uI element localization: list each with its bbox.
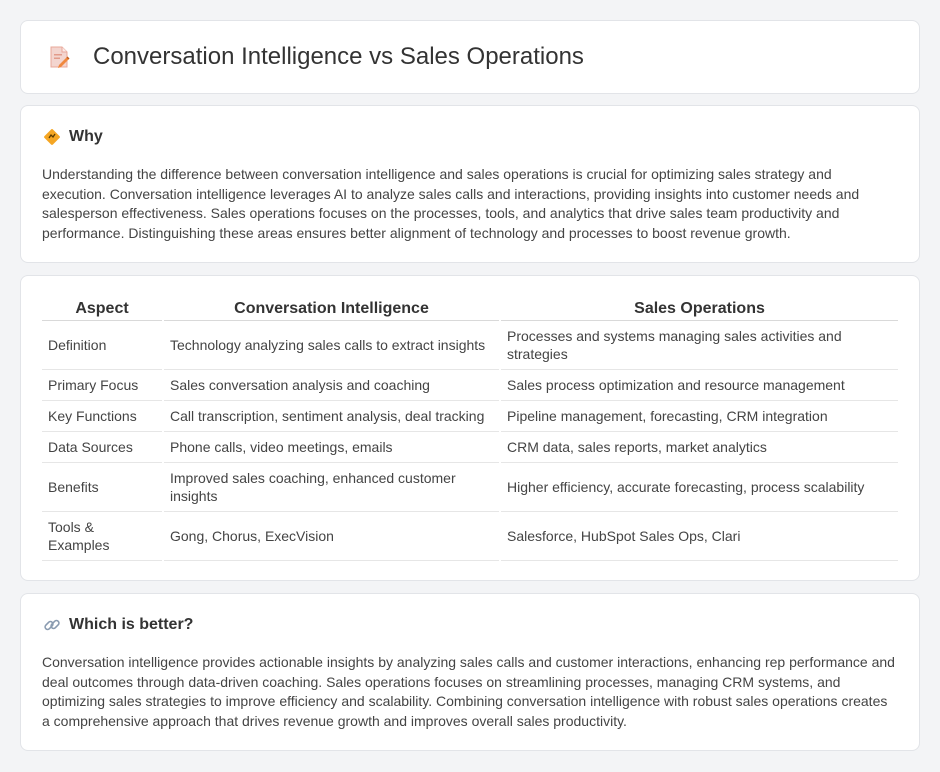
- row-aspect: Primary Focus: [42, 369, 163, 400]
- which-is-better-section: [20, 593, 920, 751]
- row-so-value: Higher efficiency, accurate forecasting, process scalability: [500, 462, 898, 511]
- table-header-row: [42, 296, 898, 320]
- why-text: Understanding the difference between conversation intelligence and sales operations is crucial for optimizing sales strategy and execution. Conversation intelligence leverages AI to analyze sales calls and interactions, providing insights into customer needs and salesperson effectiveness. Sales operations focuses on the processes, tools, and analytics that drive sales team productivity and performance. Distinguishing these areas ensures better alignment of technology and processes to boost revenue growth.: [42, 166, 860, 241]
- header-aspect: Aspect: [42, 296, 163, 320]
- row-ci-value: Technology analyzing sales calls to extract insights: [163, 320, 500, 369]
- row-aspect: Tools & Examples: [42, 511, 163, 560]
- title-card: [20, 20, 920, 94]
- link-icon: [43, 616, 61, 634]
- better-title: Which is better?: [69, 616, 194, 633]
- row-so-value: Processes and systems managing sales activities and strategies: [500, 320, 898, 369]
- table-row: [42, 320, 898, 369]
- diamond-sign-icon: [43, 128, 61, 146]
- row-ci-value: Gong, Chorus, ExecVision: [163, 511, 500, 560]
- header-conversation-intelligence: Conversation Intelligence: [163, 296, 500, 320]
- comparison-table-card: [20, 275, 920, 581]
- table-row: [42, 369, 898, 400]
- better-text: Conversation intelligence provides actionable insights by analyzing sales calls and customer interactions, enhancing rep performance and deal outcomes through data-driven coaching. Sales operations focuses on streamlining processes, managing CRM systems, and optimizing sales strategies to improve efficiency and scalability. Combining conversation intelligence with robust sales operations creates a comprehensive approach that drives revenue growth and improves overall sales productivity.: [42, 654, 895, 729]
- comparison-table: [42, 296, 898, 561]
- row-ci-value: Sales conversation analysis and coaching: [163, 369, 500, 400]
- table-row: [42, 400, 898, 431]
- row-ci-value: Improved sales coaching, enhanced customer insights: [163, 462, 500, 511]
- table-row: [42, 431, 898, 462]
- table-row: [42, 511, 898, 560]
- row-aspect: Key Functions: [42, 400, 163, 431]
- header-sales-operations: Sales Operations: [500, 296, 898, 320]
- row-so-value: Salesforce, HubSpot Sales Ops, Clari: [500, 511, 898, 560]
- table-row: [42, 462, 898, 511]
- row-aspect: Definition: [42, 320, 163, 369]
- row-aspect: Benefits: [42, 462, 163, 511]
- row-so-value: Sales process optimization and resource management: [500, 369, 898, 400]
- page-title: Conversation Intelligence vs Sales Operations: [93, 43, 584, 70]
- document-pen-icon: [47, 45, 71, 69]
- why-section: [20, 105, 920, 263]
- row-ci-value: Phone calls, video meetings, emails: [163, 431, 500, 462]
- row-so-value: Pipeline management, forecasting, CRM integration: [500, 400, 898, 431]
- row-so-value: CRM data, sales reports, market analytics: [500, 431, 898, 462]
- row-aspect: Data Sources: [42, 431, 163, 462]
- why-title: Why: [69, 128, 103, 145]
- row-ci-value: Call transcription, sentiment analysis, deal tracking: [163, 400, 500, 431]
